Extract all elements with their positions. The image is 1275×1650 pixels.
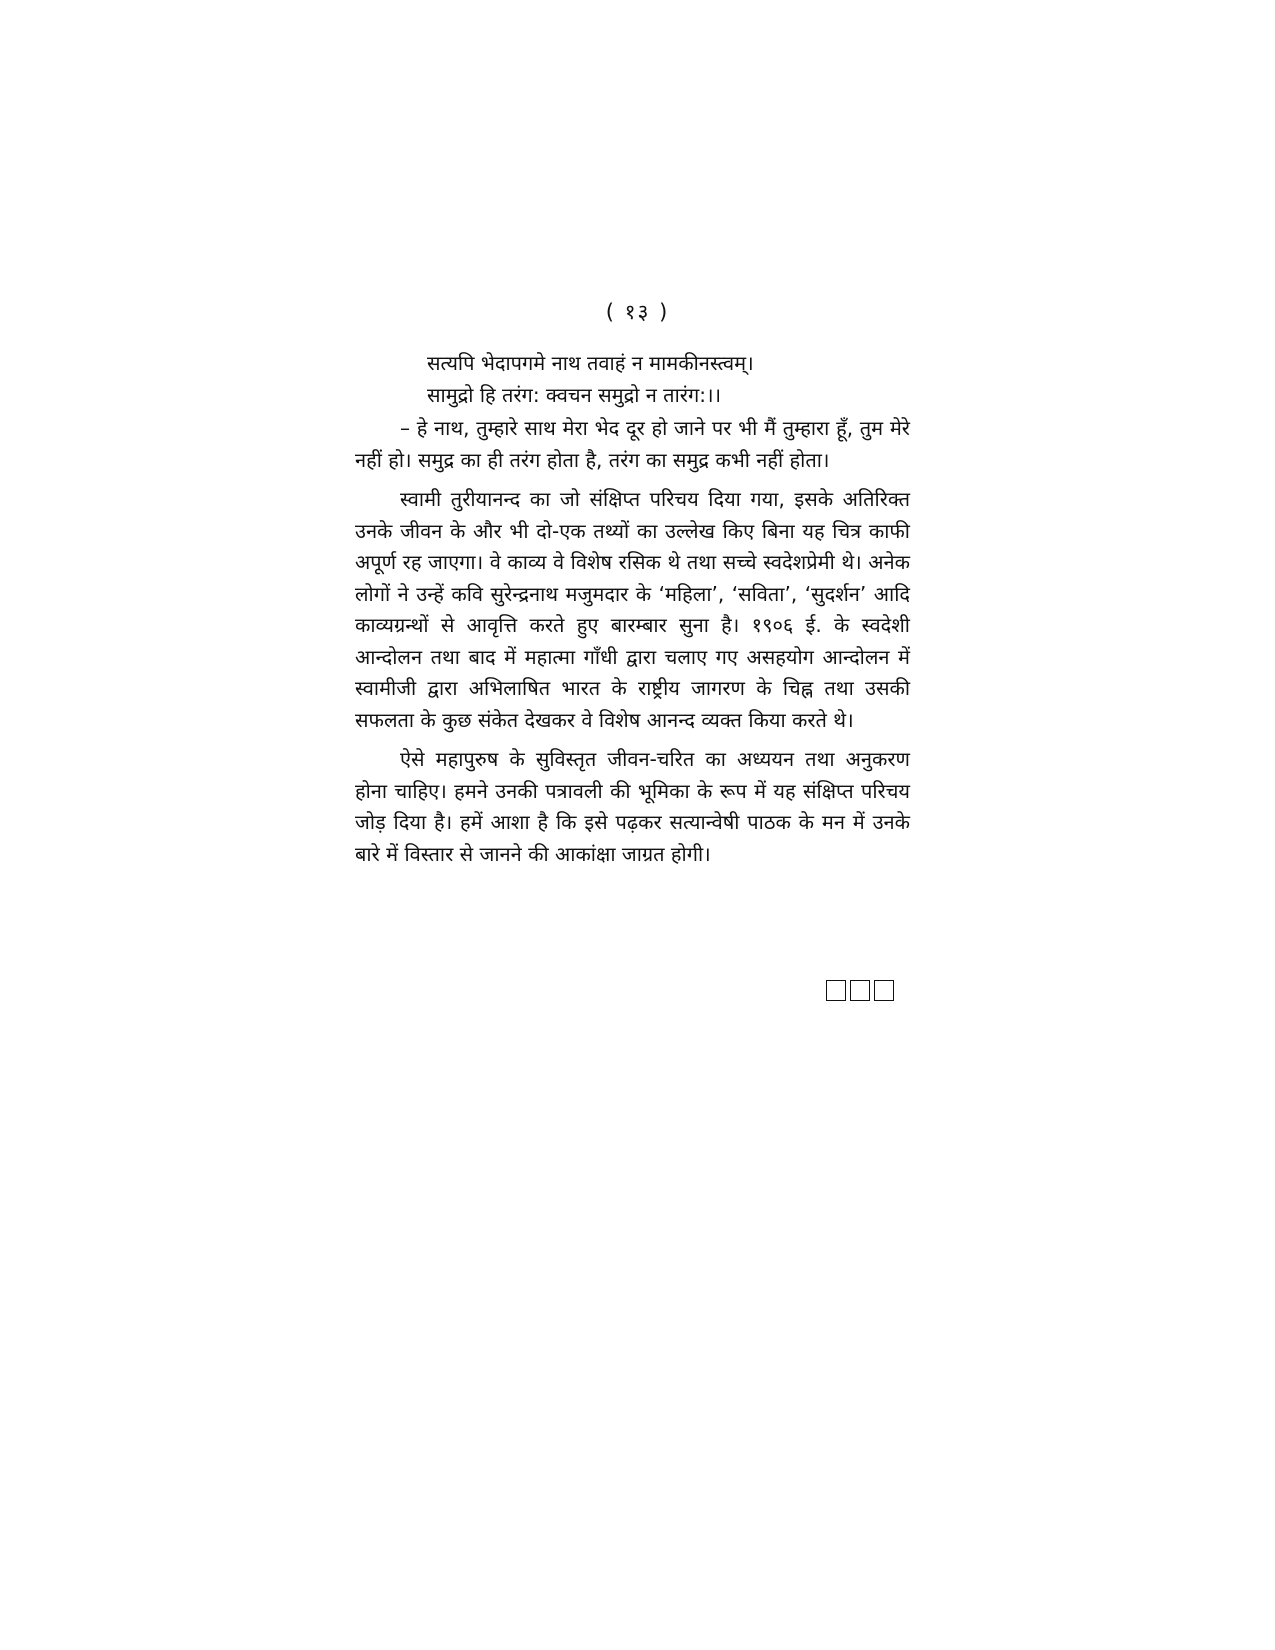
translation-paragraph: – हे नाथ, तुम्हारे साथ मेरा भेद दूर हो जाने पर भी मैं तुम्हारा हूँ, तुम मेरे नहीं हो। समुद्र का ही तरंग होता है, तरंग का समुद्र कभी नहीं होता। — [355, 416, 910, 472]
body-text — [355, 348, 910, 870]
paragraph-2: स्वामी तुरीयानन्द का जो संक्षिप्त परिचय दिया गया, इसके अतिरिक्त उनके जीवन के और भी दो-एक तथ्यों का उल्लेख किए बिना यह चित्र काफी अपूर्ण रह जाएगा। वे काव्य वे विशेष रसिक थे तथा सच्चे स्वदेशप्रेमी थे। अनेक लोगों ने उन्हें कवि सुरेन्द्रनाथ मजुमदार के ‘महिला’, ‘सविता’, ‘सुदर्शन’ आदि काव्यग्रन्थों से आवृत्ति करते हुए बारम्बार सुना है। १९०६ ई. के स्वदेशी आन्दोलन तथा बाद में महात्मा गाँधी द्वारा चलाए गए असहयोग आन्दोलन में स्वामीजी द्वारा अभिलाषित भारत के राष्ट्रीय जागरण के चिह्न तथा उसकी सफलता के कुछ संकेत देखकर वे विशेष आनन्द व्यक्त किया करते थे। — [355, 487, 910, 732]
end-box-2 — [850, 980, 870, 1001]
page-number: ( १३ ) — [605, 300, 670, 324]
paragraph-3: ऐसे महापुरुष के सुविस्तृत जीवन-चरित का अध्ययन तथा अनुकरण होना चाहिए। हमने उनकी पत्रावली की भूमिका के रूप में यह संक्षिप्त परिचय जोड़ दिया है। हमें आशा है कि इसे पढ़कर सत्यान्वेषी पाठक के मन में उनके बारे में विस्तार से जानने की आकांक्षा जाग्रत होगी। — [355, 747, 910, 866]
verse-line-1: सत्यपि भेदापगमे नाथ तवाहं न मामकीनस्त्वम्। — [427, 351, 754, 375]
end-box-1 — [826, 980, 846, 1001]
end-box-3 — [874, 980, 894, 1001]
verse-line-2: सामुद्रो हि तरंग: क्वचन समुद्रो न तारंग:।। — [427, 382, 722, 407]
end-of-section-mark-icon — [826, 980, 894, 1001]
